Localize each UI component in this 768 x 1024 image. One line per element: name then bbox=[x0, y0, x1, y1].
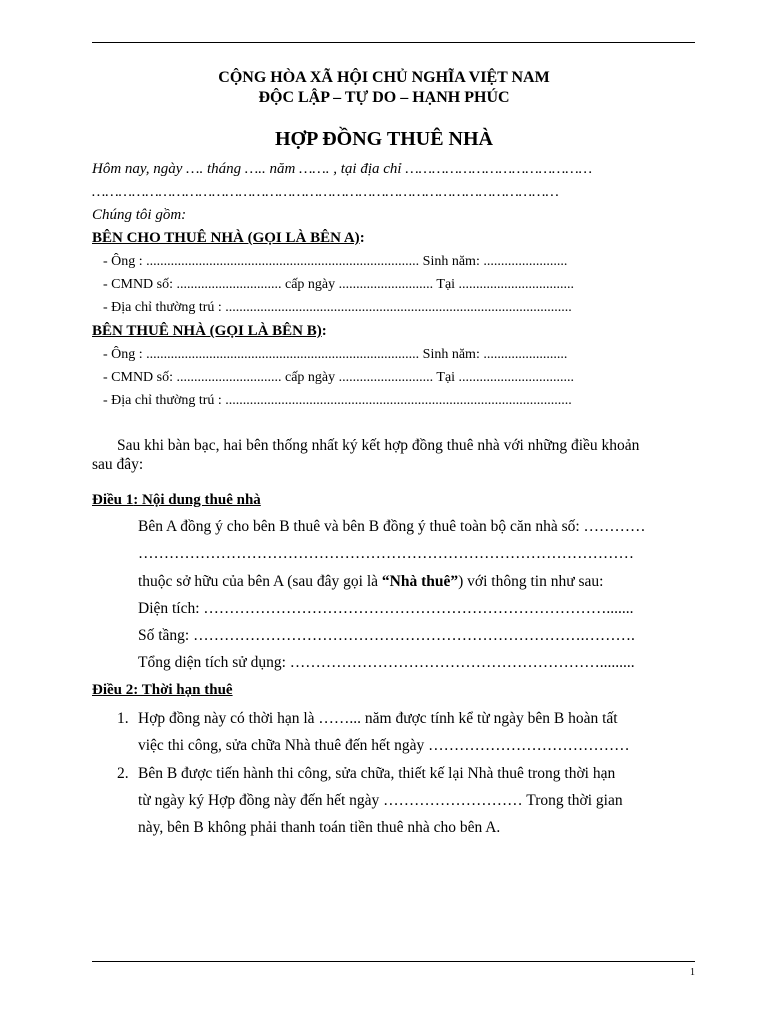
intro-date-line: Hôm nay, ngày …. tháng ….. năm ……. , tại địa chỉ …………………………………… bbox=[92, 161, 593, 177]
document-title: HỢP ĐỒNG THUÊ NHÀ bbox=[275, 128, 493, 150]
article1-rented-house-term: “Nhà thuê” bbox=[381, 573, 459, 590]
article1-heading bbox=[92, 493, 261, 508]
article1-usable-area: Tổng diện tích sử dụng: ……………………………………………………......... bbox=[138, 654, 635, 671]
article2-item1-line2: việc thi công, sửa chữa Nhà thuê đến hết ngày ………………………………… bbox=[138, 737, 630, 754]
party-b-heading bbox=[92, 324, 327, 339]
article2-item2-line3: này, bên B không phải thanh toán tiền thuê nhà cho bên A. bbox=[138, 819, 501, 836]
party-a-heading-colon: : bbox=[359, 230, 365, 246]
party-a-id-row: - CMND số: .............................. cấp ngày ........................... Tại ................................. bbox=[103, 277, 575, 292]
national-header-line1: CỘNG HÒA XÃ HỘI CHỦ NGHĨA VIỆT NAM bbox=[218, 69, 550, 86]
page-number: 1 bbox=[690, 967, 695, 978]
national-header-line2: ĐỘC LẬP – TỰ DO – HẠNH PHÚC bbox=[258, 89, 510, 106]
article2-title: Điều 2: Thời hạn thuê bbox=[92, 682, 233, 698]
party-a-name-row: - Ông : .............................................................................. Sinh năm: ........................ bbox=[103, 254, 568, 269]
article2-item1-number: 1. bbox=[117, 710, 129, 727]
top-rule bbox=[92, 42, 695, 43]
article1-label: Điều 1 bbox=[92, 492, 134, 508]
party-b-id-row: - CMND số: .............................. cấp ngày ........................... Tại ................................. bbox=[103, 370, 575, 385]
party-b-heading-text: BÊN THUÊ NHÀ (GỌI LÀ BÊN B) bbox=[92, 323, 322, 339]
article1-line1: Bên A đồng ý cho bên B thuê và bên B đồng ý thuê toàn bộ căn nhà số: ………… bbox=[138, 518, 646, 535]
party-a-heading-text: BÊN CHO THUÊ NHÀ (GỌI LÀ BÊN A) bbox=[92, 230, 360, 246]
article1-line3 bbox=[138, 574, 603, 590]
party-b-name-row: - Ông : .............................................................................. Sinh năm: ........................ bbox=[103, 347, 568, 362]
agreement-line1: Sau khi bàn bạc, hai bên thống nhất ký kết hợp đồng thuê nhà với những điều khoản bbox=[117, 437, 640, 454]
party-b-address-row: - Địa chỉ thường trú : ................................................................................................... bbox=[103, 393, 572, 408]
agreement-line2: sau đây: bbox=[92, 456, 144, 473]
parties-intro: Chúng tôi gồm: bbox=[92, 207, 187, 223]
article1-line3-post: ) với thông tin như sau: bbox=[458, 573, 604, 590]
article2-heading bbox=[92, 683, 233, 698]
article1-line2: …………………………………………………………………………………… bbox=[138, 545, 634, 562]
article1-title: : Nội dung thuê nhà bbox=[133, 492, 261, 508]
intro-address-line: …………………………………………………………………………………………… bbox=[92, 184, 559, 200]
party-a-heading bbox=[92, 231, 365, 246]
article2-item2-number: 2. bbox=[117, 765, 129, 782]
party-a-address-row: - Địa chỉ thường trú : ................................................................................................... bbox=[103, 300, 572, 315]
footer-rule bbox=[92, 961, 695, 962]
article1-line3-pre: thuộc sở hữu của bên A (sau đây gọi là bbox=[138, 573, 382, 590]
article1-floors: Số tầng: ………………………………………………………………….………. bbox=[138, 627, 635, 644]
article2-item1-line1: Hợp đồng này có thời hạn là ……... năm được tính kể từ ngày bên B hoàn tất bbox=[138, 710, 618, 727]
party-b-heading-colon: : bbox=[321, 323, 327, 339]
article2-item2-line2: từ ngày ký Hợp đồng này đến hết ngày ……………………… Trong thời gian bbox=[138, 792, 623, 809]
article2-item2-line1: Bên B được tiến hành thi công, sửa chữa, thiết kế lại Nhà thuê trong thời hạn bbox=[138, 765, 616, 782]
article1-area: Diện tích: ……………………………………………………………………....... bbox=[138, 600, 634, 617]
